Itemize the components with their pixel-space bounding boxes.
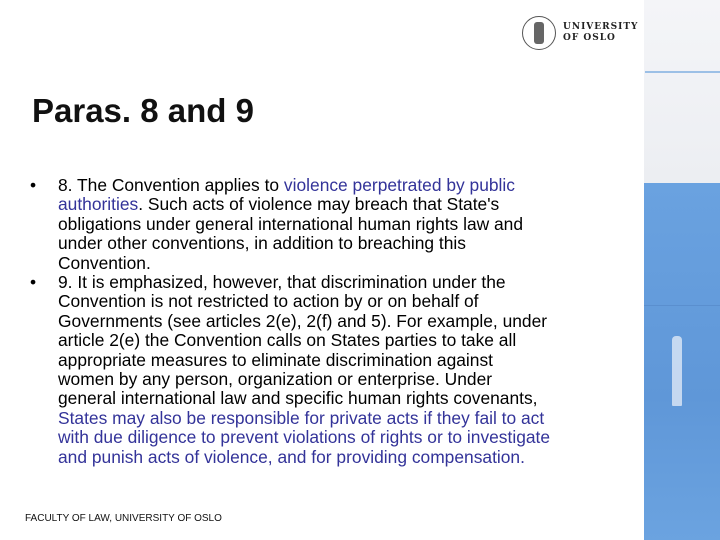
body-text: Governments (see articles 2(e), 2(f) and 5). For example, under xyxy=(58,310,548,331)
decorative-sculpture-header xyxy=(644,0,720,183)
paragraph-9-line xyxy=(58,448,525,467)
paragraph-8-line xyxy=(58,215,523,234)
decorative-side-panel xyxy=(644,183,720,540)
header-divider xyxy=(645,71,720,73)
body-text: under other conventions, in addition to breaching this xyxy=(58,233,466,254)
body-text: general international law and specific human rights covenants, xyxy=(58,388,538,409)
emphasized-text: and punish acts of violence, and for providing compensation. xyxy=(58,446,525,467)
body-text: article 2(e) the Convention calls on States parties to take all xyxy=(58,330,517,351)
paragraph-9-line xyxy=(58,428,550,447)
paragraph-9-line xyxy=(58,389,538,408)
paragraph-8-line xyxy=(58,234,466,253)
paragraph-8-line xyxy=(58,254,151,273)
paragraph-9-line xyxy=(58,312,547,331)
slide-footer: FACULTY OF LAW, UNIVERSITY OF OSLO xyxy=(25,513,222,524)
paragraph-8-line xyxy=(58,176,515,195)
emphasized-text: States may also be responsible for private acts if they fail to act xyxy=(58,407,545,428)
university-wordmark xyxy=(563,22,638,44)
body-text: Convention. xyxy=(58,252,151,273)
body-text: Convention is not restricted to action by or on behalf of xyxy=(58,291,479,312)
side-panel-divider xyxy=(644,305,720,306)
paragraph-9-line xyxy=(58,370,492,389)
body-text: women by any person, organization or enterprise. Under xyxy=(58,369,493,389)
paragraph-9-line xyxy=(58,331,516,350)
bullet-marker: • xyxy=(30,272,37,292)
paragraph-9-line xyxy=(58,409,544,428)
body-text: appropriate measures to eliminate discrimination against xyxy=(58,349,493,370)
emphasized-text: with due diligence to prevent violations of rights or to investigate xyxy=(58,427,551,448)
body-text: obligations under general international human rights law and xyxy=(58,213,524,234)
paragraph-9-line xyxy=(58,351,493,370)
body-text: 9. It is emphasized, however, that discrimination under the xyxy=(58,272,506,292)
bullet-marker: • xyxy=(30,175,37,195)
emphasized-text: authorities xyxy=(58,194,139,215)
wordmark-line2: OF OSLO xyxy=(563,33,616,43)
university-seal-logo xyxy=(522,16,556,50)
body-text: . Such acts of violence may breach that State's xyxy=(138,194,500,215)
paragraph-8-line xyxy=(58,195,499,214)
wordmark-line1: UNIVERSITY xyxy=(563,22,639,32)
paragraph-9-line xyxy=(58,292,479,311)
slide-title: Paras. 8 and 9 xyxy=(32,92,254,129)
emphasized-text: violence perpetrated by public xyxy=(283,175,515,195)
statue-figure-image xyxy=(672,336,682,406)
paragraph-9-line xyxy=(58,273,506,292)
body-text: 8. The Convention applies to xyxy=(58,175,284,195)
